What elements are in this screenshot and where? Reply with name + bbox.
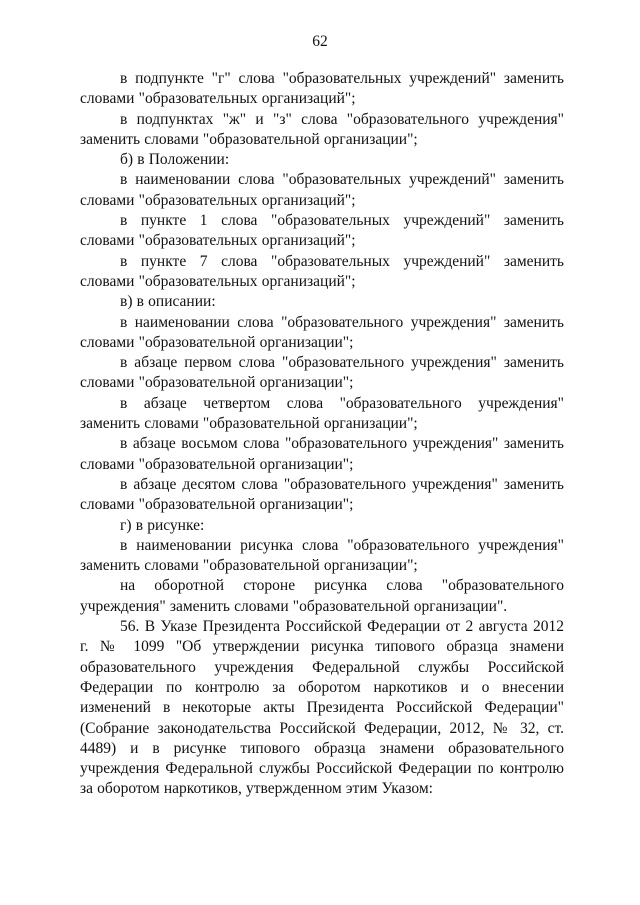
paragraph-polozhenie-title-amendment: в наименовании слова "образовательных учреждений" заменить словами "образовательных организаций"; — [80, 171, 564, 209]
paragraph-subitems-zh-z-amendment: в подпунктах "ж" и "з" слова "образовательного учреждения" заменить словами "образовательной организации"; — [80, 110, 564, 148]
paragraph-subitem-g-amendment: в подпункте "г" слова "образовательных учреждений" заменить словами "образовательных организаций"; — [80, 70, 564, 108]
paragraph-tenth-clause-amendment: в абзаце десятом слова "образовательного учреждения" заменить словами "образовательной организации"; — [80, 475, 564, 514]
paragraph-fourth-clause-amendment: в абзаце четвертом слова "образовательного учреждения" заменить словами "образовательной организации"; — [80, 394, 564, 433]
paragraph-description-title-amendment: в наименовании слова "образовательного учреждения" заменить словами "образовательной организации"; — [80, 313, 564, 351]
paragraph-b-polozhenie-heading: б) в Положении: — [120, 151, 230, 169]
document-body — [80, 69, 564, 800]
paragraph-g-figure-heading: г) в рисунке: — [120, 516, 205, 534]
paragraph-point-1-amendment: в пункте 1 слова "образовательных учреждений" заменить словами "образовательных организаций"; — [80, 212, 564, 250]
paragraph-first-clause-amendment: в абзаце первом слова "образовательного учреждения" заменить словами "образовательной организации"; — [80, 354, 564, 392]
paragraph-v-description-heading: в) в описании: — [120, 293, 216, 311]
paragraph-figure-title-amendment: в наименовании рисунка слова "образовательного учреждения" заменить словами "образовательной организации"; — [80, 536, 564, 575]
paragraph-figure-reverse-amendment: на оборотной стороне рисунка слова "образовательного учреждения" заменить словами "образовательной организации". — [80, 577, 564, 615]
page-number: 62 — [312, 33, 328, 50]
paragraph-point-7-amendment: в пункте 7 слова "образовательных учреждений" заменить словами "образовательных организаций"; — [80, 252, 564, 290]
paragraph-item-56: 56. В Указе Президента Российской Федерации от 2 августа 2012 г. № 1099 "Об утверждении рисунка типового образца знамени образовательного учреждения Федеральной службы Российской Федерации по контролю за оборотом наркотиков и о внесении изменений в некоторые акты Президента Российской Федерации" (Собрание законодательства Российской Федерации, 2012, № 32, ст. 4489) и в рисунке типового образца знамени образовательного учреждения Федеральной службы Российской Федерации по контролю за оборотом наркотиков, утвержденном этим Указом: — [80, 618, 564, 798]
paragraph-eighth-clause-amendment: в абзаце восьмом слова "образовательного учреждения" заменить словами "образовательной организации"; — [80, 435, 564, 473]
